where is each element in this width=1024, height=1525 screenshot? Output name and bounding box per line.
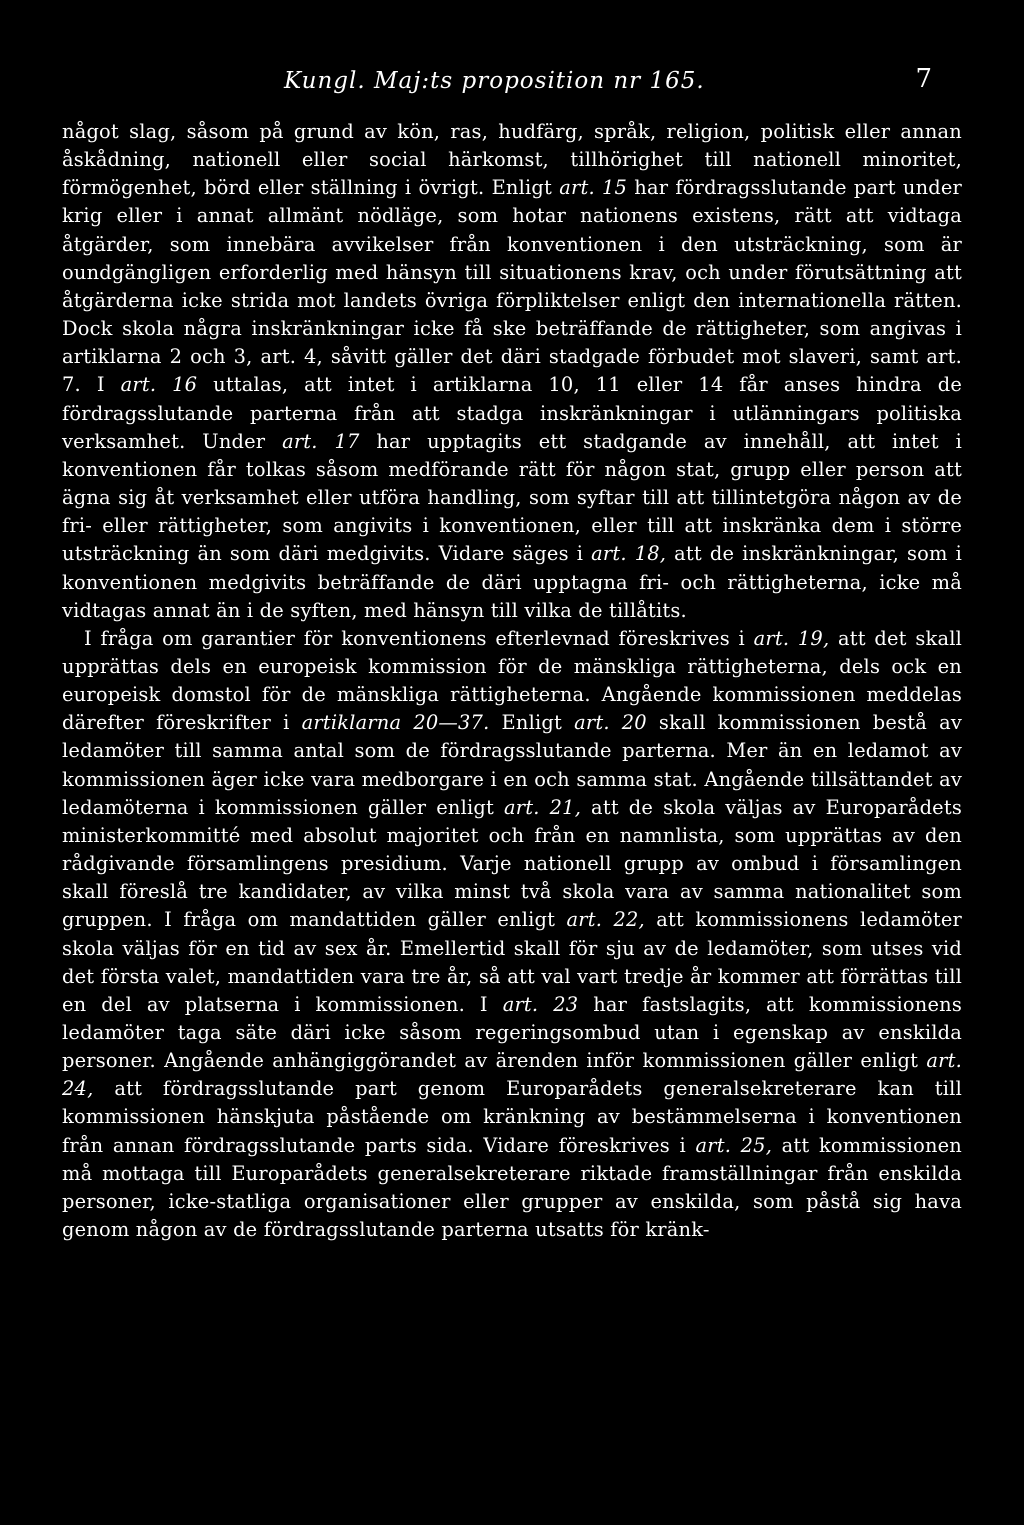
paragraph-1 <box>62 118 962 625</box>
article-reference: art. 19, <box>753 626 830 650</box>
article-reference: art. 25, <box>695 1133 773 1157</box>
text-segment: att det skall upprättas dels en europeisk kommission för de mänskliga rättigheterna, dels ock en europeisk domstol för de mänskliga rättigheterna. Angående kommissionen meddelas därefter föreskrifter i <box>62 626 963 735</box>
text-segment: att de inskränkningar, som i konventionen medgivits beträffande de däri upptagna fri- och rättigheterna, icke må vidtagas annat än i de syften, med hänsyn till vilka de tillåtits. <box>62 542 963 622</box>
text-segment: att kommissionens ledamöter skola väljas för en tid av sex år. Emellertid skall för sju av de ledamöter, som utses vid det första valet, mandattiden vara tre år, så att val vart tredje år kommer att förrättas till en del av platserna i kommissionen. I <box>62 908 962 1016</box>
text-segment: att de skola väljas av Europarådets ministerkommitté med absolut majoritet och från en namnlista, som upprättas av den rådgivande församlingens presidium. Varje nationell grupp av ombud i församlingen skall föreslå tre kandidater, av vilka minst två skola vara av samma nationalitet som gruppen. I fråga om mandattiden gäller enligt <box>62 795 963 932</box>
text-segment: något slag, såsom på grund av kön, ras, hudfärg, språk, religion, politisk eller annan åskådning, nationell eller social härkomst, tillhörighet till nationell minoritet, förmögenhet, börd eller ställning i övrigt. Enligt <box>62 120 962 200</box>
article-reference: art. 21, <box>504 795 582 819</box>
article-reference: art. 15 <box>559 176 628 200</box>
running-title: Kungl. Maj:ts proposition nr 165. <box>284 68 705 94</box>
page-header <box>60 62 960 102</box>
article-reference: artiklarna 20—37. <box>301 711 490 735</box>
article-reference: art. 24, <box>62 1049 962 1101</box>
body-text <box>62 118 962 1244</box>
text-segment: har fastslagits, att kommissionens ledamöter taga säte däri icke såsom regeringsombud utan i egenskap av enskilda personer. Angående anhängiggörandet av ärenden inför kommissionen gäller enligt <box>62 992 962 1073</box>
text-segment: uttalas, att intet i artiklarna 10, 11 eller 14 får anses hindra de fördragsslutande parterna från att stadga inskränkningar i utlänningars politiska verksamhet. Under <box>62 373 962 453</box>
article-reference: art. 16 <box>120 373 198 397</box>
text-segment: Enligt <box>489 711 575 735</box>
paragraph-2 <box>62 625 962 1244</box>
text-segment: skall kommissionen bestå av ledamöter till samma antal som de fördragsslutande parterna. Mer än en ledamot av kommissionen äger icke vara medborgare i en och samma stat. Angående tillsättandet av ledamöterna i kommissionen gäller enligt <box>62 711 963 819</box>
article-reference: art. 18, <box>591 542 667 566</box>
article-reference: art. 17 <box>282 429 360 453</box>
text-segment: att kommissionen må mottaga till Europarådets generalsekreterare riktade framställningar från enskilda personer, icke-statliga organisationer eller grupper av enskilda, som påstå sig hava genom någon av de fördragsslutande parterna utsatts för kränk- <box>62 1133 962 1242</box>
article-reference: art. 22, <box>566 908 645 932</box>
article-reference: art. 20 <box>574 711 647 735</box>
text-segment: att fördragsslutande part genom Europarådets generalsekreterare kan till kommissionen hänskjuta påstående om kränkning av bestämmelserna i konventionen från annan fördragsslutande parts sida. Vidare föreskrives i <box>62 1077 962 1157</box>
article-reference: art. 23 <box>502 992 579 1016</box>
text-segment: har fördragsslutande part under krig eller i annat allmänt nödläge, som hotar nationens existens, rätt att vidtaga åtgärder, som innebära avvikelser från konventionen i den utsträckning, som är oundgängligen erforderlig med hänsyn till situationens krav, och under förutsättning att åtgärderna icke strida mot landets övriga förpliktelser enligt den internationella rätten. Dock skola några inskränkningar icke få ske beträffande de rättigheter, som angivas i artiklarna 2 och 3, art. 4, såvitt gäller det däri stadgade förbudet mot slaveri, samt art. 7. I <box>62 176 963 397</box>
page-number: 7 <box>915 64 932 94</box>
text-segment: har upptagits ett stadgande av innehåll, att intet i konventionen får tolkas såsom medförande rätt för någon stat, grupp eller person att ägna sig åt verksamhet eller utföra handling, som syftar till att tillintetgöra någon av de fri- eller rättigheter, som angivits i konventionen, eller till att inskränka dem i större utsträckning än som däri medgivits. Vidare säges i <box>62 429 962 566</box>
text-segment: I fråga om garantier för konventionens efterlevnad föreskrives i <box>84 626 754 650</box>
